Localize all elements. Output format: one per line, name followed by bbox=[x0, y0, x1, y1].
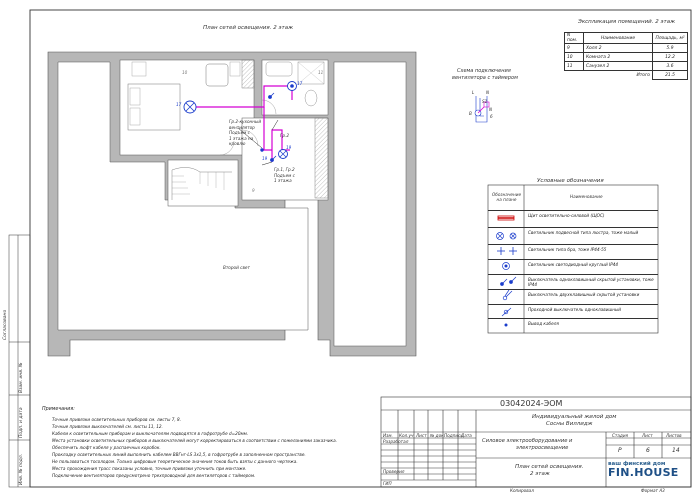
note-item: Точные привязки осветительных приборов см. листы 7, 8. bbox=[52, 417, 182, 422]
lamp-number: 19 bbox=[262, 156, 268, 161]
lamp-room-10 bbox=[184, 101, 196, 113]
fan-label: N bbox=[486, 90, 490, 95]
legend-header-symbol: Обозначение на плане bbox=[491, 192, 522, 202]
object-line2: Сосны Виллидж bbox=[546, 421, 593, 427]
table-row: 9 Холл 2 5.9 bbox=[565, 44, 688, 53]
stage-value: Р bbox=[618, 447, 622, 454]
fan-label: 6 bbox=[490, 114, 493, 119]
legend-title: Условные обозначения bbox=[537, 178, 604, 184]
sheets-value: 14 bbox=[672, 447, 680, 454]
note-item: Места прохождения трасс показаны условно, точные привязки уточнить при монтаже. bbox=[52, 466, 247, 471]
sheets-label: Листов bbox=[666, 433, 682, 438]
legend-item: Светильник подвесной типа люстра, тоже малый bbox=[488, 227, 658, 243]
fan-label: L bbox=[472, 90, 475, 95]
lamp-number: 19 bbox=[286, 145, 292, 150]
note-item: Не пользоваться тосолодом. Только цифровые теоретическое значения токов быть взяты с данного чертежа. bbox=[52, 459, 298, 464]
legend-item: Вывод кабеля bbox=[488, 318, 658, 334]
plan-title: План сетей освещения. 2 этаж bbox=[203, 25, 294, 31]
lamp-hall bbox=[279, 150, 288, 159]
note-item: Обеспечить люфт кабеля у распаечных коробок. bbox=[52, 445, 161, 450]
note-item: Подключение вентиляторов предусмотрено трехпроводной для вентиляторов с таймером. bbox=[52, 473, 256, 478]
note-item: Кабели к осветительным приборам и выключателям подводятся в гофротрубе d=20мм. bbox=[52, 431, 249, 436]
tb-developed: Разработал bbox=[383, 439, 409, 444]
gr2-label: Гр.2 bbox=[280, 133, 289, 138]
legend-header-name: Наименование bbox=[570, 194, 603, 199]
note-item: Места установки осветительных приборов и выключателей могут корректироваться в соответствии с пожеланиями заказчика. bbox=[52, 438, 337, 443]
side-stamp-label: Согласовано bbox=[3, 309, 8, 340]
tb-col: Кол.уч bbox=[399, 433, 414, 438]
fan-scheme-title-1: Схема подключения bbox=[457, 68, 511, 74]
legend-item: Щит осветительно-силовой (ЩОС) bbox=[488, 210, 658, 226]
side-stamp-label: Взам. инв. № bbox=[19, 362, 24, 393]
table-row: 10 Комната 2 12.2 bbox=[565, 53, 688, 62]
legend-item: Выключатель одноклавишный скрытой установки, тоже IP44 bbox=[488, 274, 658, 290]
note-item: Прокладку осветительных линий выполнить кабелем ВВГнг-LS 3х1,5, в гофротрубе в заполненном пространстве. bbox=[52, 452, 306, 457]
tb-col: Дата bbox=[461, 433, 472, 438]
stage-label: Стадия bbox=[612, 433, 629, 438]
finhouse-logo: ваш финский дом FIN.HOUSE bbox=[608, 461, 679, 479]
lamp-bathroom bbox=[288, 82, 297, 91]
second-light-label: Второй свет bbox=[223, 265, 250, 270]
drawing-code: 03042024-ЭОМ bbox=[500, 399, 563, 408]
floor-plan bbox=[48, 52, 416, 356]
legend-item: Светильник светодиодный круглый IP44 bbox=[488, 259, 658, 275]
side-stamp-label: Подп. и дата bbox=[19, 407, 24, 438]
side-stamp-frame bbox=[9, 235, 30, 487]
tb-checked: Проверил bbox=[383, 469, 405, 474]
side-stamp-label: Инв. № подл. bbox=[19, 453, 24, 485]
copied-label: Копировал bbox=[510, 488, 534, 493]
table-row: Итого 21.5 bbox=[565, 71, 688, 80]
legend-item: Выключатель двухклавишный скрытой установки bbox=[488, 289, 658, 305]
room-number: 10 bbox=[182, 70, 188, 75]
vent-note: Гр.2-кухонный вентилятор Подъем с 1 этажа на кровлю bbox=[229, 119, 262, 146]
tb-col: Подпись bbox=[444, 433, 463, 438]
drawing-line1: План сетей освещения. bbox=[515, 464, 584, 470]
section-line2: электроосвещение bbox=[516, 445, 569, 451]
legend-item: Проходной выключатель одноклавишный bbox=[488, 304, 658, 320]
sheet-value: 6 bbox=[646, 447, 650, 454]
object-line1: Индивидуальный жилой дом bbox=[532, 414, 617, 420]
lamp-number: 17 bbox=[176, 102, 182, 107]
fan-label: N bbox=[489, 107, 493, 112]
tb-col: Изм. bbox=[383, 433, 393, 438]
room-number: 9 bbox=[252, 188, 255, 193]
room-number: 11 bbox=[318, 70, 324, 75]
legend-item: Светильник типа бра, тоже IP44-55 bbox=[488, 244, 658, 260]
section-line1: Силовое электрооборудование и bbox=[482, 438, 573, 444]
table-row: N пом. Наименование Площадь, м² bbox=[565, 33, 688, 44]
tb-col: Лист bbox=[416, 433, 427, 438]
explication-table bbox=[564, 32, 688, 80]
fan-label: S1 bbox=[482, 99, 488, 104]
explication-title: Экспликация помещений. 2 этаж bbox=[578, 19, 676, 25]
format-label: Формат А3 bbox=[641, 488, 665, 493]
fan-label: B bbox=[469, 111, 472, 116]
fan-scheme-title-2: вентилятора с таймером bbox=[452, 75, 518, 81]
lamp-number: 17 bbox=[297, 81, 303, 86]
tb-col: № док. bbox=[430, 433, 446, 438]
tb-gip: ГИП bbox=[383, 481, 392, 486]
note-item: Точные привязки выключателей см. листы 11, 12. bbox=[52, 424, 163, 429]
drawing-line2: 2 этаж bbox=[530, 471, 550, 477]
gr1-note: Гр.1, Гр.2 Подъем с 1 этажа bbox=[274, 167, 295, 183]
table-row: 11 Санузел 2 3.6 bbox=[565, 62, 688, 71]
notes-title: Примечания: bbox=[42, 407, 75, 412]
sheet-label: Лист bbox=[642, 433, 653, 438]
